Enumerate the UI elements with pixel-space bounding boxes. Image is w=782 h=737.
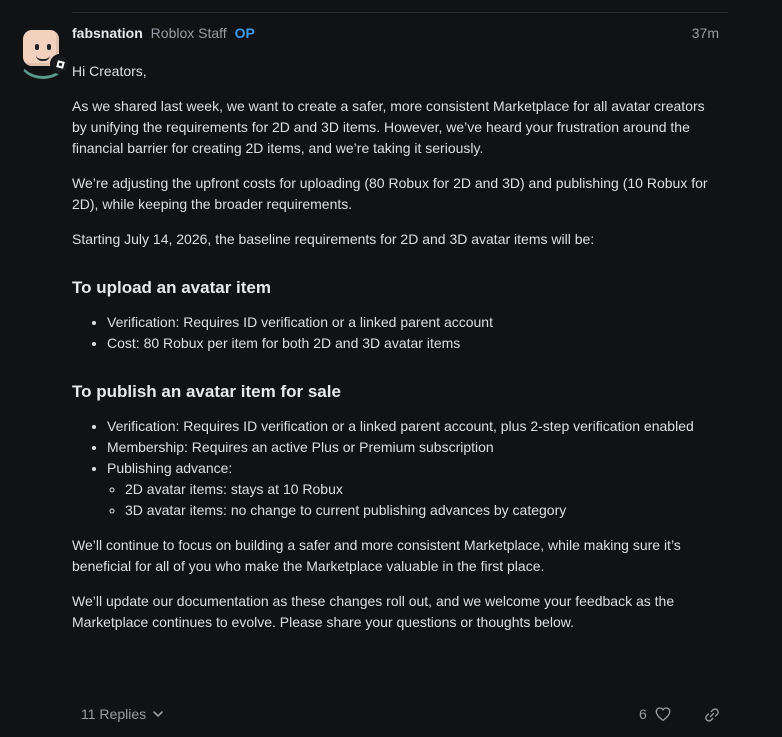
post-footer — [72, 702, 722, 728]
like-button[interactable] — [639, 705, 672, 723]
post-body — [72, 61, 722, 647]
heading-upload: To upload an avatar item — [72, 278, 272, 297]
publishing-advance-sublist — [107, 479, 722, 521]
paragraph-start-date: Starting July 14, 2026, the baseline requirements for 2D and 3D avatar items will be: — [72, 231, 595, 247]
avatar[interactable] — [18, 28, 66, 76]
chevron-down-icon — [152, 708, 164, 720]
post-time[interactable]: 37m — [691, 25, 719, 41]
upload-requirements-list — [72, 312, 722, 354]
list-item: • Verification: Requires ID verification or a linked parent account, plus 2-step verification enabled — [107, 416, 722, 437]
heart-icon — [654, 705, 672, 723]
username[interactable]: fabsnation — [72, 25, 143, 41]
top-divider — [72, 12, 728, 13]
replies-button[interactable] — [81, 706, 164, 722]
post-meta — [72, 24, 720, 42]
paragraph-focus: We’ll continue to focus on building a safer and more consistent Marketplace, while making sure it’s beneficial for all of you who make the Marketplace valuable in the first place. — [72, 537, 681, 574]
replies-label: 11 Replies — [81, 706, 147, 722]
list-item: • Cost: 80 Robux per item for both 2D and 3D avatar items — [107, 333, 722, 354]
list-item: • Verification: Requires ID verification or a linked parent account — [107, 312, 722, 333]
user-role: Roblox Staff — [150, 25, 227, 41]
list-item: • Membership: Requires an active Plus or Premium subscription — [107, 437, 722, 458]
paragraph-feedback: We’ll update our documentation as these changes roll out, and we welcome your feedback as the Marketplace continues to evolve. Please share your questions or thoughts below. — [72, 593, 675, 630]
like-count: 6 — [639, 706, 647, 722]
op-badge: OP — [234, 25, 255, 41]
sub-list-item: ◦ 2D avatar items: stays at 10 Robux — [125, 479, 722, 500]
paragraph-intro: As we shared last week, we want to create a safer, more consistent Marketplace for all avatar creators by unifying the requirements for 2D and 3D items. However, we’ve heard your frustration around the financial barrier for creating 2D items, and we’re taking it seriously. — [72, 98, 705, 156]
sub-list-item: ◦ 3D avatar items: no change to current publishing advances by category — [125, 500, 722, 521]
publish-requirements-list — [72, 416, 722, 521]
list-item-label: Publishing advance: — [107, 460, 233, 476]
heading-publish: To publish an avatar item for sale — [72, 382, 341, 401]
link-icon[interactable] — [703, 706, 721, 724]
greeting: Hi Creators, — [72, 63, 147, 79]
roblox-staff-badge-icon — [50, 54, 70, 74]
list-item-publishing-advance — [107, 458, 722, 521]
paragraph-costs: We’re adjusting the upfront costs for uploading (80 Robux for 2D and 3D) and publishing (10 Robux for 2D), while keeping the broader requirements. — [72, 175, 708, 212]
